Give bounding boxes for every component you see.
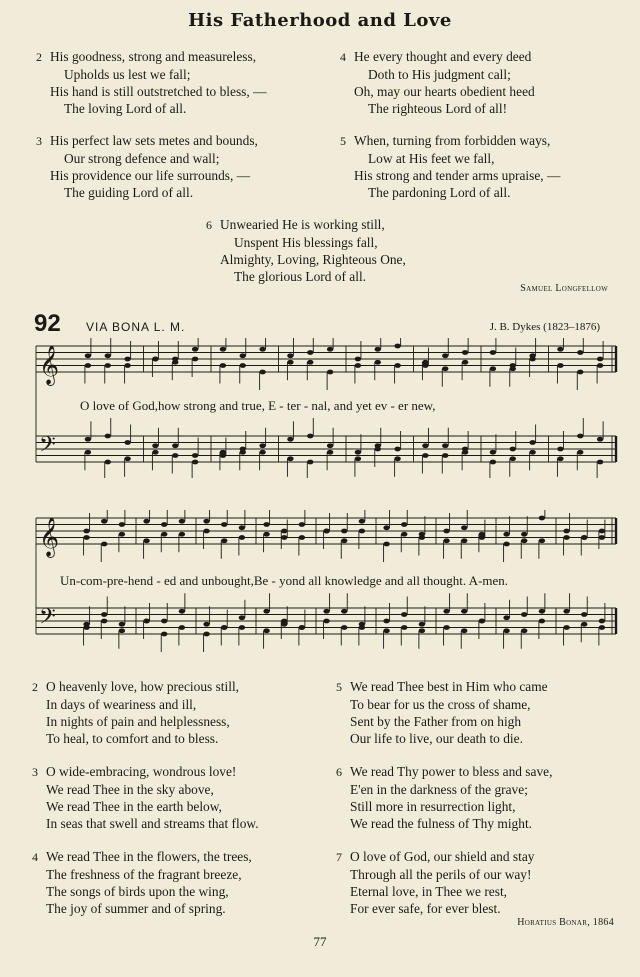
note-head xyxy=(220,450,226,455)
note-head xyxy=(119,522,125,527)
note-head xyxy=(119,628,125,633)
stanza-2-top xyxy=(36,48,266,117)
stanza-line: The loving Lord of all. xyxy=(64,101,187,116)
stanza-line: The glorious Lord of all. xyxy=(234,269,367,284)
note-head xyxy=(563,529,569,534)
stanza-number: 7 xyxy=(336,850,342,864)
note-head xyxy=(152,357,158,362)
note-head xyxy=(101,612,107,617)
note-head xyxy=(563,535,569,540)
note-head xyxy=(539,516,545,521)
note-head xyxy=(240,450,246,455)
note-head xyxy=(203,529,209,534)
stanza-3-bottom xyxy=(32,763,259,832)
stanza-line: Unspent His blessings fall, xyxy=(234,235,378,250)
stanza-line: His goodness, strong and measureless, xyxy=(50,49,257,64)
note-head xyxy=(577,370,583,375)
note-head xyxy=(179,532,185,537)
note-head xyxy=(239,535,245,540)
stanza-3-top xyxy=(36,132,258,201)
note-head xyxy=(521,532,527,537)
note-head xyxy=(539,619,545,624)
note-head xyxy=(124,363,130,368)
note-head xyxy=(105,434,111,439)
note-head xyxy=(355,363,361,368)
stanza-number: 5 xyxy=(340,134,346,148)
note-head xyxy=(401,612,407,617)
note-head xyxy=(263,532,269,537)
note-head xyxy=(85,363,91,368)
composer-credit: J. B. Dykes (1823–1876) xyxy=(489,321,600,333)
note-head xyxy=(359,625,365,630)
note-head xyxy=(179,609,185,614)
note-head xyxy=(490,350,496,355)
note-head xyxy=(442,366,448,371)
note-head xyxy=(419,622,425,627)
stanza-6-top xyxy=(206,216,406,285)
note-head xyxy=(443,538,449,543)
stanza-line: Sent by the Father from on high xyxy=(350,714,522,729)
note-head xyxy=(221,538,227,543)
stanza-line: For ever safe, for ever blest. xyxy=(350,901,501,916)
note-head xyxy=(521,612,527,617)
stanza-line: His hand is still outstretched to bless, — xyxy=(50,84,267,99)
note-head xyxy=(401,532,407,537)
stanza-line: The freshness of the fragrant breeze, xyxy=(46,867,242,882)
note-head xyxy=(179,625,185,630)
stanza-line: The joy of summer and of spring. xyxy=(46,901,226,916)
note-head xyxy=(462,350,468,355)
note-head xyxy=(577,434,583,439)
note-head xyxy=(327,450,333,455)
note-head xyxy=(341,538,347,543)
note-head xyxy=(299,522,305,527)
note-head xyxy=(510,366,516,371)
note-head xyxy=(172,360,178,365)
note-head xyxy=(355,357,361,362)
hymn-lyrics-line-1: O love of God,how strong and true, E - ter - nal, and yet ev - er new, xyxy=(80,398,436,413)
note-head xyxy=(323,619,329,624)
note-head xyxy=(577,350,583,355)
note-head xyxy=(259,347,265,352)
note-head xyxy=(563,625,569,630)
note-head xyxy=(221,522,227,527)
note-head xyxy=(539,538,545,543)
note-head xyxy=(263,609,269,614)
tune-name: VIA BONA L. M. xyxy=(86,320,186,334)
stanza-line: To heal, to comfort and to bless. xyxy=(46,731,219,746)
note-head xyxy=(597,437,603,442)
treble-clef-icon: 𝄞 xyxy=(39,517,60,557)
note-head xyxy=(124,357,130,362)
note-head xyxy=(341,529,347,534)
note-head xyxy=(597,357,603,362)
note-head xyxy=(239,525,245,530)
note-head xyxy=(299,625,305,630)
note-head xyxy=(83,535,89,540)
stanza-number: 6 xyxy=(336,765,342,779)
note-head xyxy=(323,529,329,534)
treble-clef-icon: 𝄞 xyxy=(39,345,60,385)
stanza-number: 5 xyxy=(336,680,342,694)
note-head xyxy=(443,625,449,630)
note-head xyxy=(83,529,89,534)
note-head xyxy=(443,609,449,614)
note-head xyxy=(521,628,527,633)
note-head xyxy=(419,535,425,540)
note-head xyxy=(529,357,535,362)
note-head xyxy=(479,619,485,624)
note-head xyxy=(161,632,167,637)
note-head xyxy=(557,447,563,452)
note-head xyxy=(281,535,287,540)
stanza-line: Almighty, Loving, Righteous One, xyxy=(220,252,406,267)
note-head xyxy=(307,460,313,465)
note-head xyxy=(105,460,111,465)
note-head xyxy=(203,632,209,637)
note-head xyxy=(192,347,198,352)
note-head xyxy=(375,360,381,365)
note-head xyxy=(263,522,269,527)
note-head xyxy=(105,353,111,358)
note-head xyxy=(172,443,178,448)
note-head xyxy=(239,625,245,630)
hymn-lyrics-line-2: Un-com-pre-hend - ed and unbought,Be - yond all knowledge and all thought. A-men. xyxy=(60,573,509,588)
note-head xyxy=(401,625,407,630)
note-head xyxy=(143,619,149,624)
note-head xyxy=(124,456,130,461)
note-head xyxy=(442,443,448,448)
stanza-line: Our life to live, our death to die. xyxy=(350,731,523,746)
note-head xyxy=(239,615,245,620)
note-head xyxy=(479,532,485,537)
note-head xyxy=(503,532,509,537)
note-head xyxy=(597,460,603,465)
stanza-line: We read Thee in the earth below, xyxy=(46,799,222,814)
note-head xyxy=(510,456,516,461)
note-head xyxy=(394,344,400,349)
note-head xyxy=(419,628,425,633)
note-head xyxy=(521,538,527,543)
note-head xyxy=(281,529,287,534)
note-head xyxy=(327,347,333,352)
note-head xyxy=(220,347,226,352)
stanza-line: We read Thee in the flowers, the trees, xyxy=(46,849,252,864)
note-head xyxy=(394,447,400,452)
note-head xyxy=(563,609,569,614)
note-head xyxy=(503,628,509,633)
stanza-7-bottom xyxy=(336,848,534,917)
note-head xyxy=(461,525,467,530)
note-head xyxy=(240,363,246,368)
note-head xyxy=(461,538,467,543)
stanza-6-bottom xyxy=(336,763,552,832)
note-head xyxy=(83,625,89,630)
note-head xyxy=(192,453,198,458)
note-head xyxy=(161,532,167,537)
note-head xyxy=(307,434,313,439)
note-head xyxy=(581,535,587,540)
note-head xyxy=(221,625,227,630)
note-head xyxy=(599,619,605,624)
page-number: 77 xyxy=(313,934,327,949)
note-head xyxy=(172,453,178,458)
stanza-line: Oh, may our hearts obedient heed xyxy=(354,84,535,99)
note-head xyxy=(581,612,587,617)
note-head xyxy=(287,353,293,358)
stanza-line: He every thought and every deed xyxy=(354,49,532,64)
note-head xyxy=(461,628,467,633)
stanza-line: The righteous Lord of all! xyxy=(368,101,508,116)
note-head xyxy=(152,450,158,455)
note-head xyxy=(161,619,167,624)
page-title: His Fatherhood and Love xyxy=(188,10,452,31)
stanza-number: 3 xyxy=(36,134,42,148)
stanza-number: 4 xyxy=(32,850,38,864)
stanza-line: Low at His feet we fall, xyxy=(368,151,495,166)
stanza-line: In nights of pain and helplessness, xyxy=(46,714,230,729)
stanza-line: The guiding Lord of all. xyxy=(64,185,194,200)
stanza-line: When, turning from forbidden ways, xyxy=(354,133,551,148)
stanza-2-bottom xyxy=(32,678,239,747)
note-head xyxy=(599,529,605,534)
note-head xyxy=(101,542,107,547)
note-head xyxy=(341,609,347,614)
note-head xyxy=(240,353,246,358)
stanza-line: Doth to His judgment call; xyxy=(368,67,511,82)
note-head xyxy=(422,360,428,365)
note-head xyxy=(557,363,563,368)
note-head xyxy=(599,535,605,540)
bass-clef-icon: 𝄢 xyxy=(39,432,56,463)
note-head xyxy=(383,525,389,530)
stanza-number: 2 xyxy=(32,680,38,694)
note-head xyxy=(577,450,583,455)
bass-clef-icon: 𝄢 xyxy=(39,604,56,635)
note-head xyxy=(490,460,496,465)
note-head xyxy=(359,519,365,524)
stanza-line: The songs of birds upon the wing, xyxy=(46,884,229,899)
note-head xyxy=(161,522,167,527)
stanza-line: Eternal love, in Thee we rest, xyxy=(350,884,508,899)
note-head xyxy=(119,532,125,537)
note-head xyxy=(375,347,381,352)
stanza-5-top xyxy=(340,132,560,201)
note-head xyxy=(557,347,563,352)
note-head xyxy=(105,363,111,368)
stanza-4-top xyxy=(340,48,535,117)
note-head xyxy=(287,437,293,442)
stanza-line: His perfect law sets metes and bounds, xyxy=(50,133,258,148)
note-head xyxy=(599,625,605,630)
top-author-credit: Samuel Longfellow xyxy=(520,283,608,294)
note-head xyxy=(461,609,467,614)
note-head xyxy=(401,522,407,527)
stanza-number: 3 xyxy=(32,765,38,779)
note-head xyxy=(192,460,198,465)
note-head xyxy=(179,519,185,524)
note-head xyxy=(462,360,468,365)
note-head xyxy=(85,450,91,455)
note-head xyxy=(124,440,130,445)
note-head xyxy=(442,353,448,358)
stanza-5-bottom xyxy=(336,678,548,747)
note-head xyxy=(327,443,333,448)
stanza-line: Still more in resurrection light, xyxy=(350,799,516,814)
note-head xyxy=(539,609,545,614)
note-head xyxy=(287,360,293,365)
note-head xyxy=(529,450,535,455)
note-head xyxy=(192,357,198,362)
note-head xyxy=(327,370,333,375)
note-head xyxy=(503,615,509,620)
note-head xyxy=(557,456,563,461)
note-head xyxy=(101,619,107,624)
stanza-line: In days of weariness and ill, xyxy=(46,697,197,712)
stanza-number: 4 xyxy=(340,50,346,64)
note-head xyxy=(394,456,400,461)
note-head xyxy=(394,363,400,368)
stanza-line: E'en in the darkness of the grave; xyxy=(350,782,528,797)
note-head xyxy=(462,450,468,455)
bottom-author-credit: Horatius Bonar, 1864 xyxy=(517,917,614,928)
note-head xyxy=(259,450,265,455)
note-head xyxy=(581,622,587,627)
stanza-line: Through all the perils of our way! xyxy=(350,867,532,882)
note-head xyxy=(597,363,603,368)
note-head xyxy=(101,519,107,524)
note-head xyxy=(259,370,265,375)
stanza-line: His strong and tender arms upraise, — xyxy=(354,168,561,183)
note-head xyxy=(323,609,329,614)
stanza-line: Upholds us lest we fall; xyxy=(64,67,191,82)
stanza-number: 2 xyxy=(36,50,42,64)
note-head xyxy=(383,628,389,633)
note-head xyxy=(299,535,305,540)
note-head xyxy=(355,456,361,461)
stanza-4-bottom xyxy=(32,848,252,917)
note-head xyxy=(355,450,361,455)
note-head xyxy=(263,628,269,633)
stanza-line: We read Thy power to bless and save, xyxy=(350,764,553,779)
note-head xyxy=(422,453,428,458)
note-head xyxy=(490,450,496,455)
note-head xyxy=(85,353,91,358)
stanza-number: 6 xyxy=(206,218,212,232)
stanza-line: We read the fulness of Thy might. xyxy=(350,816,533,831)
stanza-line: O wide-embracing, wondrous love! xyxy=(46,764,237,779)
note-head xyxy=(529,440,535,445)
hymn-number: 92 xyxy=(34,310,61,337)
note-head xyxy=(443,529,449,534)
note-head xyxy=(510,447,516,452)
note-head xyxy=(203,622,209,627)
note-head xyxy=(85,437,91,442)
stanza-line: We read Thee in the sky above, xyxy=(46,782,214,797)
stanza-line: To bear for us the cross of shame, xyxy=(350,697,531,712)
note-head xyxy=(203,519,209,524)
note-head xyxy=(152,443,158,448)
note-head xyxy=(119,622,125,627)
note-head xyxy=(287,456,293,461)
note-head xyxy=(143,519,149,524)
note-head xyxy=(281,619,287,624)
note-head xyxy=(259,443,265,448)
note-head xyxy=(341,625,347,630)
note-head xyxy=(375,447,381,452)
note-head xyxy=(442,453,448,458)
note-head xyxy=(503,542,509,547)
note-head xyxy=(307,360,313,365)
stanza-line: His providence our life surrounds, — xyxy=(50,168,251,183)
stanza-line: The pardoning Lord of all. xyxy=(368,185,511,200)
note-head xyxy=(359,529,365,534)
stanza-line: Our strong defence and wall; xyxy=(64,151,220,166)
stanza-line: We read Thee best in Him who came xyxy=(350,679,548,694)
note-head xyxy=(422,443,428,448)
note-head xyxy=(220,363,226,368)
note-head xyxy=(307,350,313,355)
stanza-line: Unwearied He is working still, xyxy=(220,217,385,232)
stanza-line: In seas that swell and streams that flow. xyxy=(46,816,259,831)
note-head xyxy=(490,366,496,371)
note-head xyxy=(383,619,389,624)
stanza-line: O love of God, our shield and stay xyxy=(350,849,535,864)
note-head xyxy=(143,538,149,543)
note-head xyxy=(383,542,389,547)
stanza-line: O heavenly love, how precious still, xyxy=(46,679,240,694)
